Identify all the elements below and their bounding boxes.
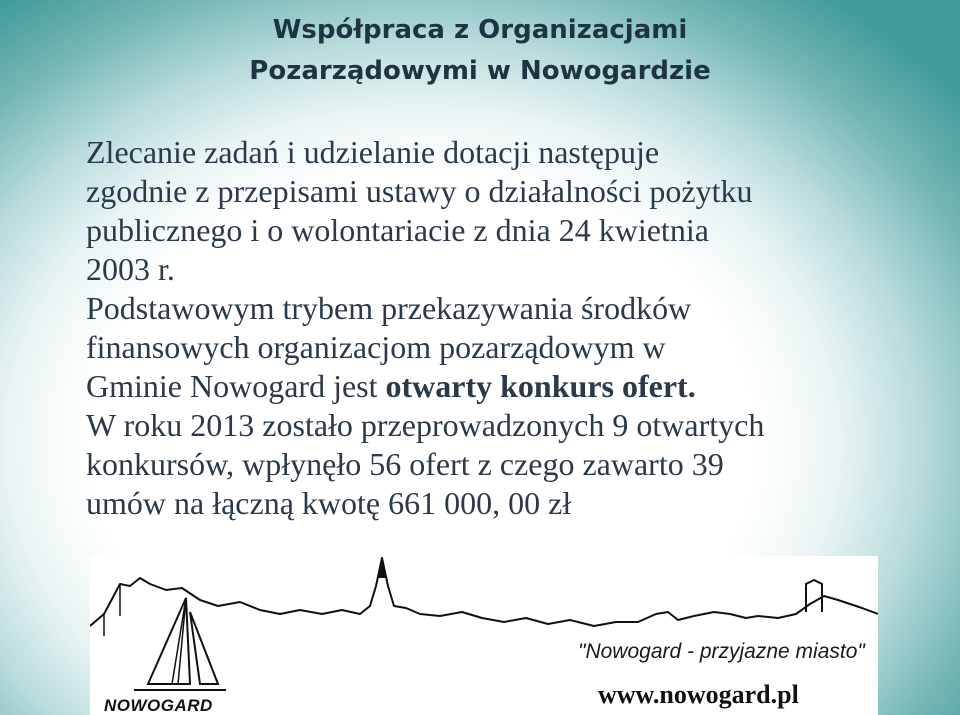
paragraph-2013-statistics bbox=[86, 406, 906, 523]
tower bbox=[806, 580, 822, 612]
title-line-2: Pozarządowymi w Nowogardzie bbox=[249, 56, 711, 86]
slide-title bbox=[0, 10, 960, 92]
slide-body bbox=[86, 133, 906, 523]
skyline-outline bbox=[90, 558, 878, 626]
body-line: finansowych organizacjom pozarządowym w bbox=[86, 329, 666, 365]
body-line-plain: Gminie Nowogard jest bbox=[86, 368, 386, 404]
nowogard-logo-banner bbox=[90, 556, 878, 715]
website-url[interactable]: www.nowogard.pl bbox=[598, 680, 799, 709]
paragraph-legal-basis bbox=[86, 133, 906, 289]
body-line: W roku 2013 zostało przeprowadzonych 9 otwartych bbox=[86, 407, 765, 443]
body-line: 2003 r. bbox=[86, 251, 175, 287]
sailboat-icon bbox=[134, 598, 226, 690]
highlight-open-competition: otwarty konkurs ofert. bbox=[385, 368, 696, 404]
body-line: Zlecanie zadań i udzielanie dotacji następuje bbox=[86, 134, 660, 170]
city-slogan: "Nowogard - przyjazne miasto" bbox=[578, 640, 865, 663]
logo-wordmark: NOWOGARD bbox=[104, 696, 213, 715]
body-line: konkursów, wpłynęło 56 ofert z czego zawarto 39 bbox=[86, 446, 724, 482]
paragraph-funding-mode bbox=[86, 289, 906, 406]
title-line-1: Współpraca z Organizacjami bbox=[272, 15, 688, 45]
body-line: publicznego i o wolontariacie z dnia 24 kwietnia bbox=[86, 212, 709, 248]
body-line: Podstawowym trybem przekazywania środków bbox=[86, 290, 692, 326]
body-line: umów na łączną kwotę 661 000, 00 zł bbox=[86, 485, 572, 521]
body-line bbox=[86, 367, 906, 406]
body-line: zgodnie z przepisami ustawy o działalności pożytku bbox=[86, 173, 753, 209]
